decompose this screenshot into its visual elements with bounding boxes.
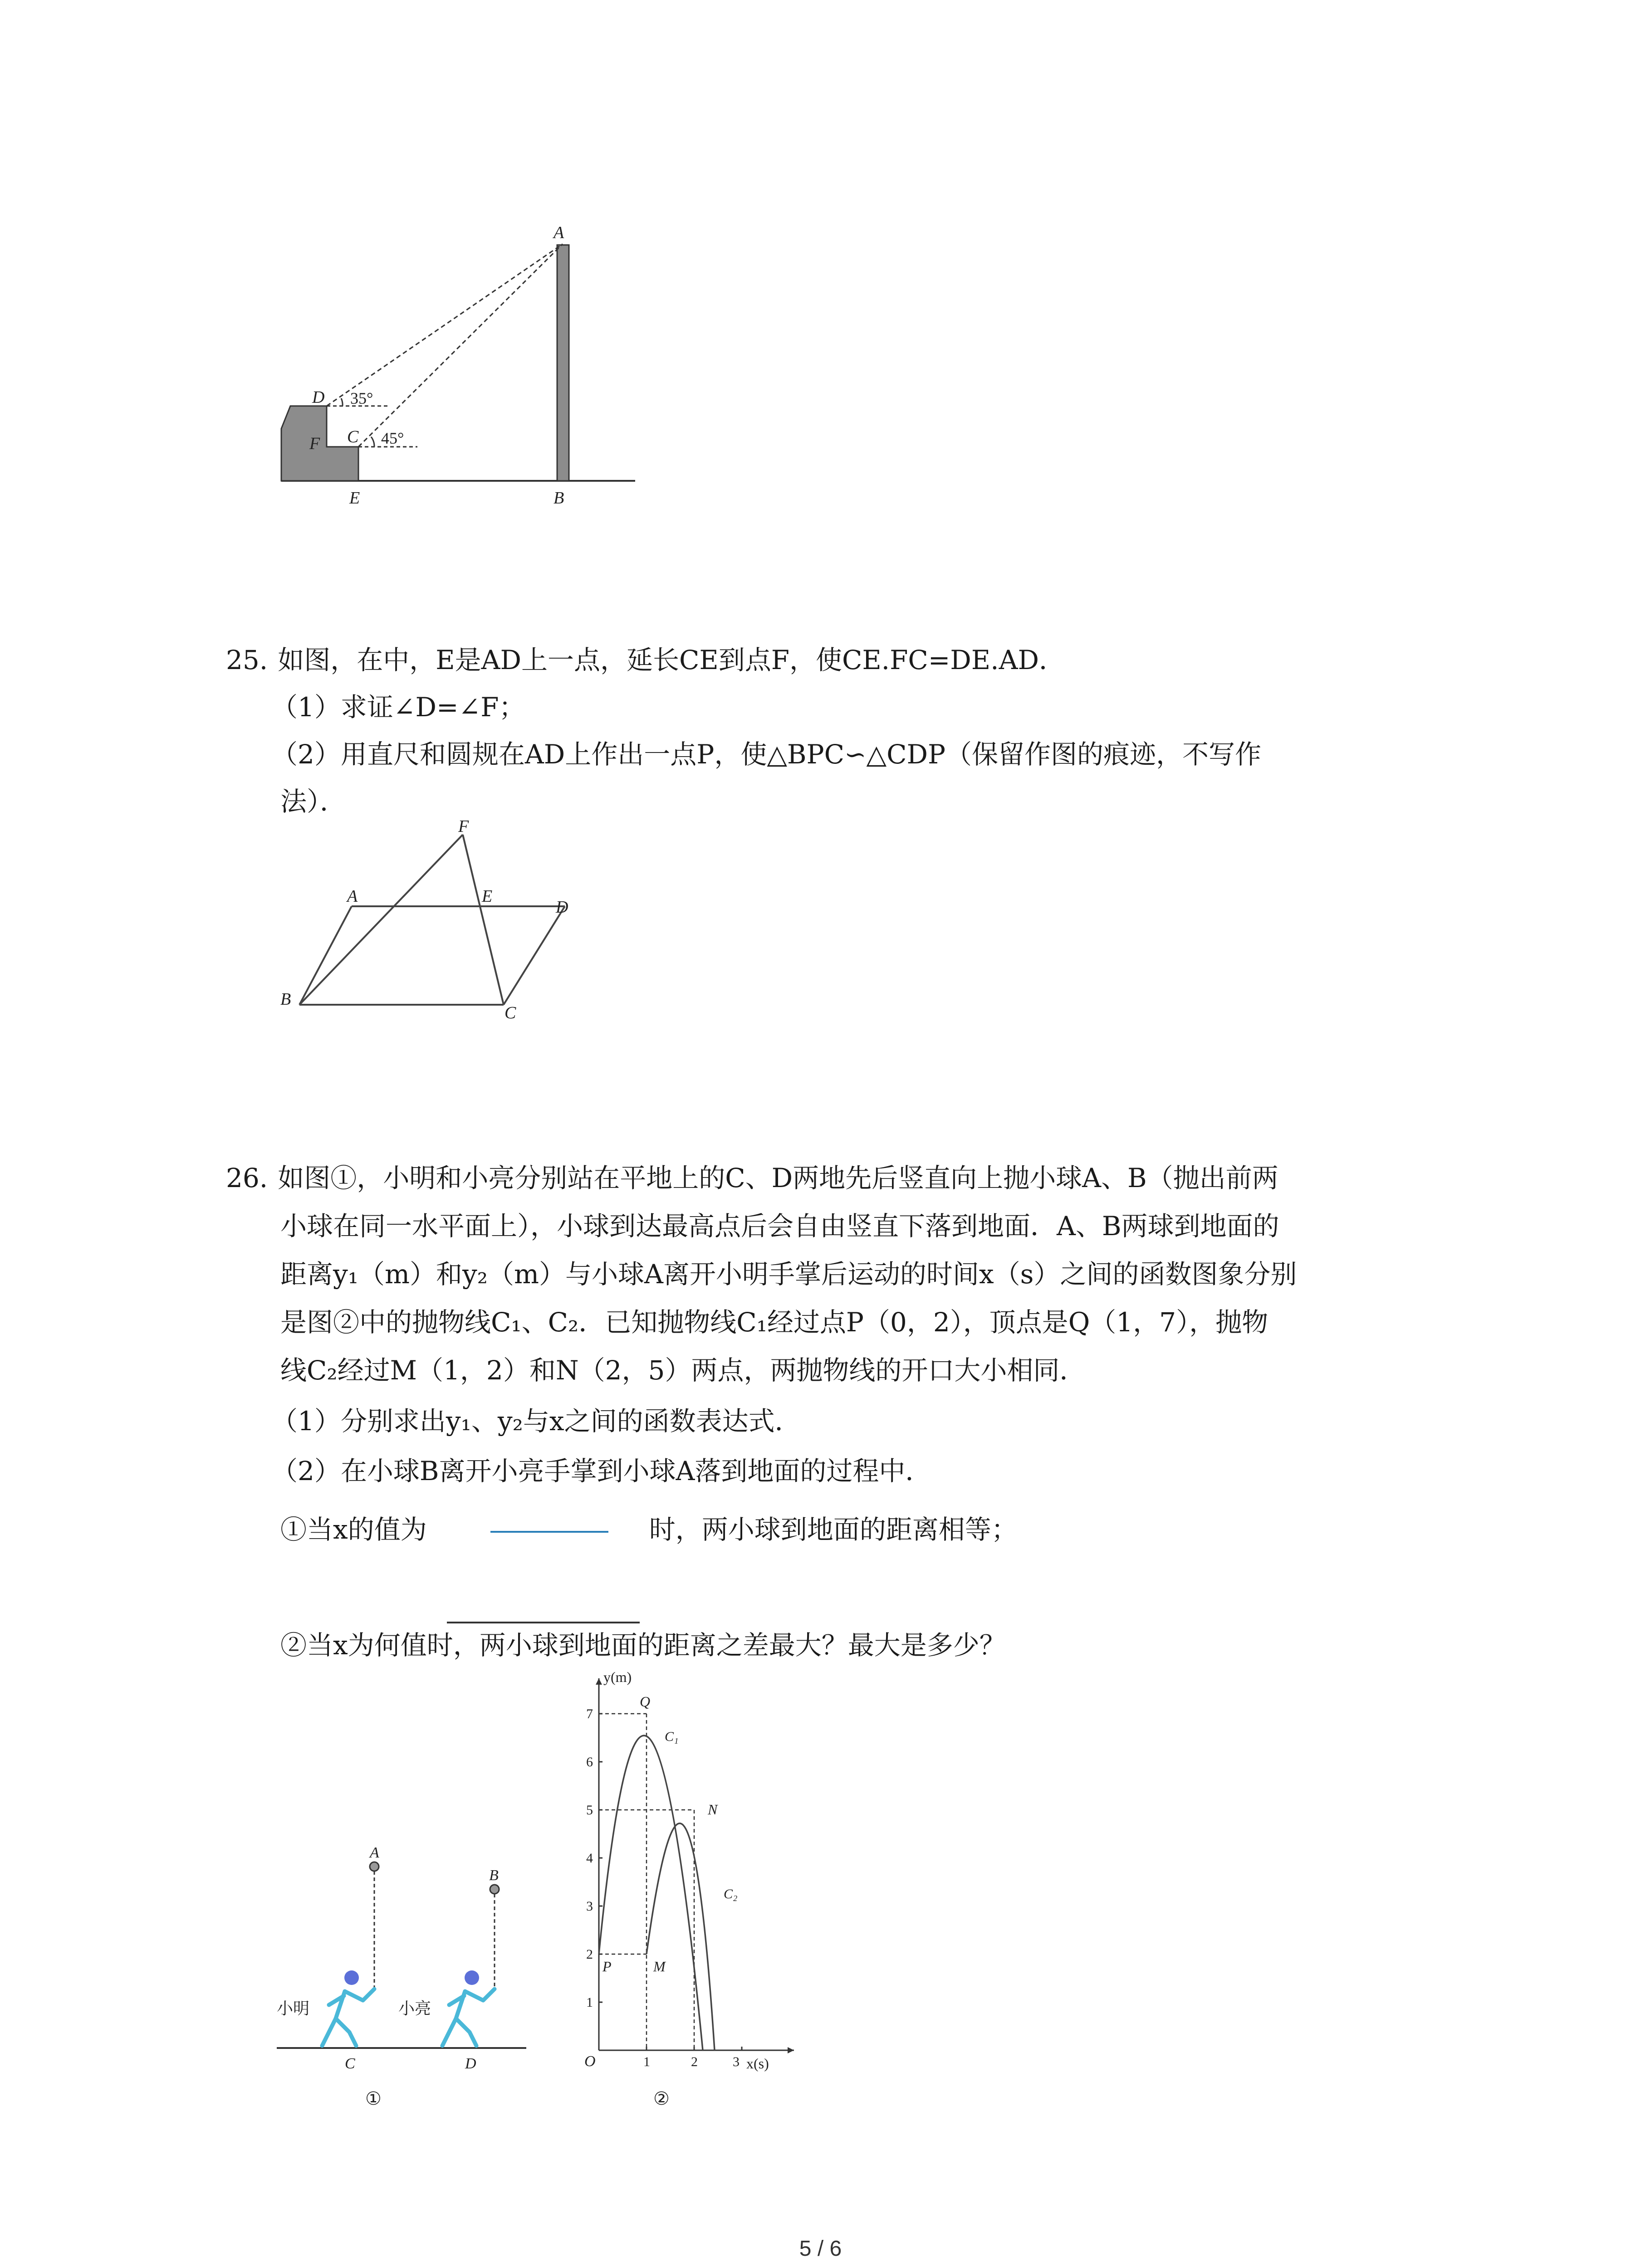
label-e: E <box>349 489 360 508</box>
point-q-label: Q <box>640 1693 651 1710</box>
q26-stem-line5: 线C₂经过M（1，2）和N（2，5）两点，两抛物线的开口大小相同． <box>280 1355 1086 1386</box>
y-tick-5: 5 <box>586 1803 593 1818</box>
point-p-label: P <box>603 1958 612 1975</box>
figure-q26-graph <box>576 1660 812 2141</box>
y-tick-3: 3 <box>586 1899 593 1914</box>
x-axis-label: x(s) <box>746 2055 769 2072</box>
q25-part2-line2: 法）． <box>280 786 347 817</box>
figure-q24 <box>254 213 708 522</box>
q26-stem-line3: 距离y₁（m）和y₂（m）与小球A离开小明手掌后运动的时间x（s）之间的函数图象分别 <box>280 1259 1297 1290</box>
q25-stem-text: 如图，在中，E是AD上一点，延长CE到点F，使CE.FC=DE.AD． <box>278 645 1065 675</box>
fig2-caption: ② <box>653 2088 670 2109</box>
q26-sub1-before: ①当x的值为 <box>280 1514 427 1545</box>
person-xiaoming-icon <box>322 1970 374 2046</box>
q26-sub1-after: 时，两小球到地面的距离相等； <box>649 1514 1018 1545</box>
q26-stem-line2: 小球在同一水平面上），小球到达最高点后会自由竖直下落到地面．A、B两球到地面的 <box>280 1211 1279 1242</box>
label-f: F <box>309 434 320 453</box>
person-xiaoliang-icon <box>442 1970 495 2046</box>
point-c-label: C <box>345 2055 355 2072</box>
q25-label-e: E <box>482 887 493 906</box>
q25-part1: （1）求证∠D=∠F； <box>271 692 525 723</box>
label-c: C <box>347 427 359 446</box>
q26-stem-line4: 是图②中的抛物线C₁、C₂．已知抛物线C₁经过点P（0，2），顶点是Q（1，7），抛物 <box>280 1307 1269 1338</box>
q25-number: 25. <box>226 645 268 675</box>
angle-35: 35° <box>350 389 373 407</box>
curve-c2-label: C₂ <box>724 1887 738 1901</box>
label-b: B <box>554 489 564 508</box>
fig1-caption: ① <box>365 2088 382 2109</box>
y-tick-4: 4 <box>586 1851 593 1866</box>
x-tick-1: 1 <box>643 2054 650 2069</box>
figure-q26-throwers <box>272 1823 535 2141</box>
ball-a-label: A <box>370 1844 379 1861</box>
figure-q25-parallelogram <box>272 817 617 1025</box>
ball-b <box>490 1885 499 1894</box>
q26-stem-line1 <box>226 1161 1279 1195</box>
angle-45: 45° <box>381 429 404 447</box>
q25-label-a: A <box>347 887 358 906</box>
q26-number: 26. <box>226 1163 268 1193</box>
q26-sub2: ②当x为何值时，两小球到地面的距离之差最大？最大是多少？ <box>280 1630 1006 1661</box>
x-tick-2: 2 <box>691 2054 698 2069</box>
ball-a <box>370 1862 379 1871</box>
curve-c1-label: C₁ <box>665 1729 679 1744</box>
q25-part2-line1: （2）用直尺和圆规在AD上作出一点P，使△BPC∽△CDP（保留作图的痕迹，不写作 <box>271 739 1262 770</box>
y-tick-1: 1 <box>586 1995 593 2010</box>
page-footer: 5 / 6 <box>799 2237 842 2261</box>
answer-blank-underline <box>447 1622 640 1623</box>
q26-stem-text-1: 如图①，小明和小亮分别站在平地上的C、D两地先后竖直向上抛小球A、B（抛出前两 <box>278 1163 1279 1193</box>
q25-stem <box>226 643 1065 677</box>
point-n-label: N <box>708 1801 718 1818</box>
y-axis-label: y(m) <box>603 1669 632 1685</box>
point-d-label: D <box>465 2055 476 2072</box>
person-xiaoming-label: 小明 <box>277 1999 310 2018</box>
parabola-c1 <box>599 1735 703 2050</box>
point-m-label: M <box>653 1958 666 1975</box>
q26-sub1 <box>280 1513 1018 1547</box>
ball-b-label: B <box>489 1867 499 1884</box>
origin-label: O <box>584 2053 596 2070</box>
y-tick-6: 6 <box>586 1755 593 1769</box>
label-a: A <box>554 223 564 242</box>
q25-label-f: F <box>458 817 469 836</box>
y-tick-2: 2 <box>586 1947 593 1962</box>
person-xiaoliang-label: 小亮 <box>398 1999 431 2018</box>
q25-label-c: C <box>505 1003 516 1022</box>
q25-label-b: B <box>280 990 291 1009</box>
q25-label-d: D <box>556 898 568 917</box>
q26-part2: （2）在小球B离开小亮手掌到小球A落到地面的过程中． <box>271 1456 932 1486</box>
q26-part1: （1）分别求出y₁、y₂与x之间的函数表达式． <box>271 1406 801 1437</box>
x-tick-3: 3 <box>733 2054 740 2069</box>
answer-blank-1[interactable] <box>490 1531 608 1533</box>
y-tick-7: 7 <box>586 1706 593 1721</box>
label-d: D <box>312 388 325 407</box>
